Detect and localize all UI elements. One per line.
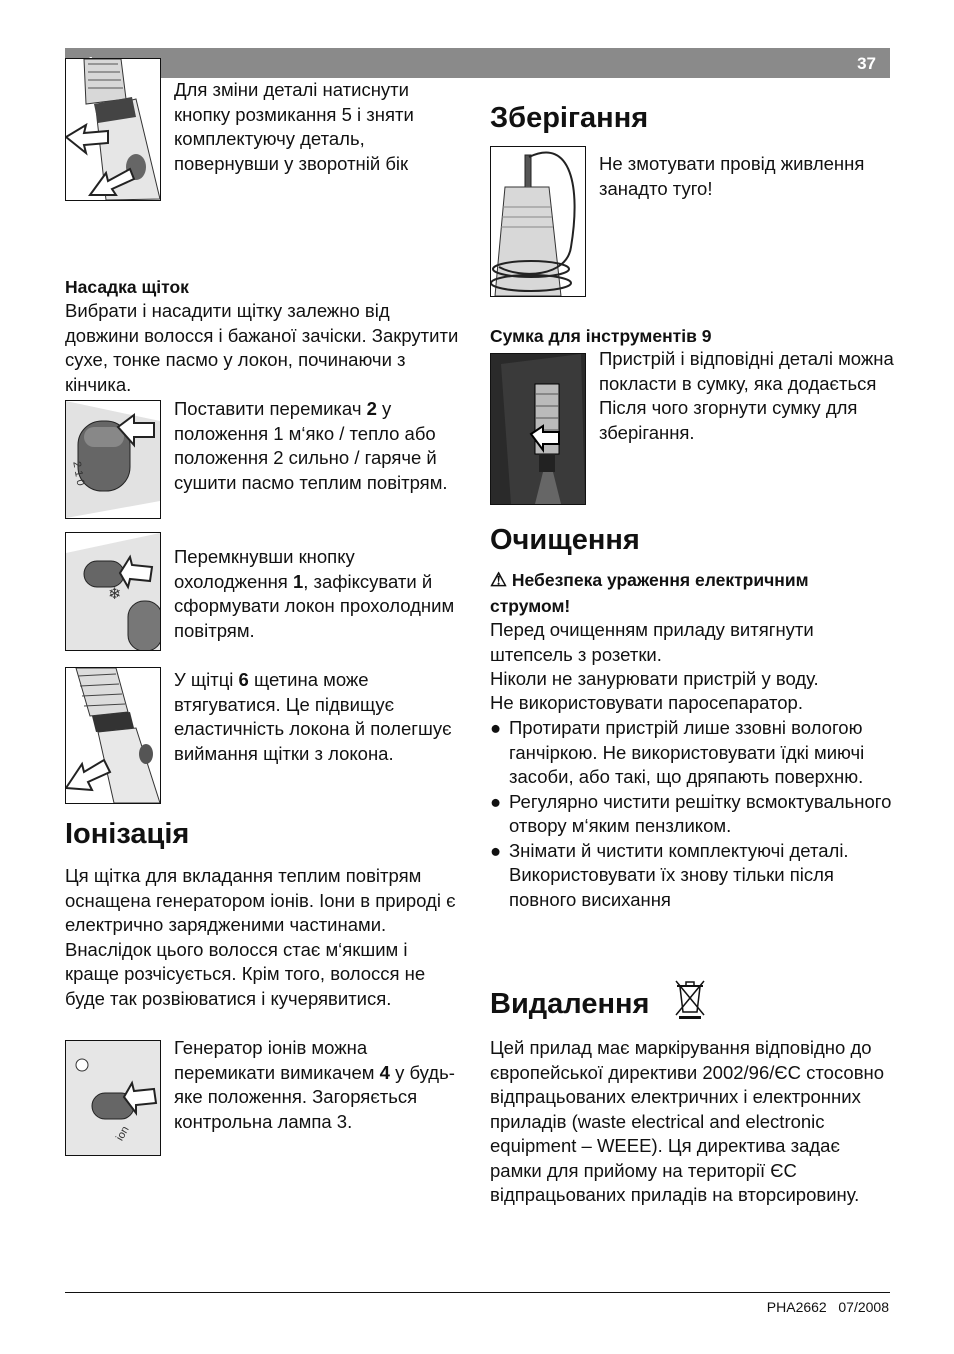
footer-divider xyxy=(65,1292,890,1293)
footer xyxy=(767,1299,889,1315)
ion-switch-instruction xyxy=(174,1036,464,1134)
cleaning-text-1: Перед очищенням приладу витягнути штепсель з розетки. xyxy=(490,619,814,665)
heat-switch-text-1: Поставити перемикач xyxy=(174,398,367,419)
cool-button-number: 1 xyxy=(292,570,304,592)
list-item-text: Протирати пристрій лише ззовні вологою ганчіркою. Не використовувати їдкі миючі засоби, або такі, що дряпають поверхню. xyxy=(509,717,865,787)
storage-heading: Зберігання xyxy=(490,102,649,134)
heat-switch-number: 2 xyxy=(366,398,377,419)
heat-switch-instruction xyxy=(174,397,464,495)
page-header xyxy=(65,48,890,78)
model-number: PHA2662 xyxy=(766,1299,827,1315)
svg-text:2 1 0: 2 1 0 xyxy=(70,460,87,487)
bristles-text-2: щетина може втягуватися. Це підвищує еластичність локона й полегшує виймання щітки з локона. xyxy=(174,669,452,764)
list-item-text: Знімати й чистити комплектуючі деталі. Використовувати їх знову тільки після повного висихання xyxy=(509,839,849,910)
cleaning-text-3: Не використовувати паросепаратор. xyxy=(490,692,803,713)
tool-bag-illustration xyxy=(490,353,586,505)
heat-switch-text-2: у положення 1 м‘яко / тепло або положення 2 сильно / гаряче й сушити пасмо теплим повітрям. xyxy=(174,398,448,493)
detach-instruction: Для зміни деталі натиснути кнопку розмикання 5 і зняти комплектуючу деталь, повернувши у зворотній бік xyxy=(174,79,414,174)
disposal-heading: Видалення xyxy=(490,988,650,1020)
cleaning-list xyxy=(490,716,895,912)
bullet-icon: ● xyxy=(490,839,502,861)
bullet-icon: ● xyxy=(490,717,502,738)
cleaning-text-2: Ніколи не занурювати пристрій у воду. xyxy=(490,668,819,689)
svg-text:ion: ion xyxy=(113,1124,132,1143)
cool-button-instruction xyxy=(174,545,464,643)
bullet-icon: ● xyxy=(490,790,502,812)
cool-button-text-2: , зафіксувати й сформувати локон прохолодним повітрям. xyxy=(174,570,455,641)
bag-heading: Сумка для інструментів 9 xyxy=(490,326,712,346)
bristles-number: 6 xyxy=(238,669,249,690)
page-number: 37 xyxy=(857,54,876,73)
storage-text: Не змотувати провід живлення занадто туго! xyxy=(599,153,865,199)
ion-switch-text-1: Генератор іонів можна перемикати вимикачем xyxy=(174,1037,380,1083)
heat-switch-illustration xyxy=(65,400,161,519)
ion-switch-illustration xyxy=(65,1040,161,1156)
ionization-heading: Іонізація xyxy=(65,818,190,850)
svg-text:❄: ❄ xyxy=(108,584,122,603)
electric-shock-warning xyxy=(490,568,890,618)
detach-attachment-illustration xyxy=(65,58,161,201)
warning-icon: ⚠ xyxy=(490,570,508,591)
list-item xyxy=(490,716,895,790)
weee-bin-icon xyxy=(673,977,707,1019)
cleaning-heading: Очищення xyxy=(490,524,640,556)
bristles-instruction xyxy=(174,668,464,766)
retractable-bristles-illustration xyxy=(65,667,161,804)
list-item xyxy=(490,790,895,839)
warning-text: Небезпека ураження електричним струмом! xyxy=(490,570,809,616)
bag-text: Пристрій і відповідні деталі можна покласти в сумку, яка додається Після чого згорнути сумку для зберігання. xyxy=(599,348,894,443)
brush-section-title: Насадка щіток xyxy=(65,277,189,297)
list-item-text: Регулярно чистити решітку всмоктувального отвору м‘яким пензликом. xyxy=(509,790,892,836)
cool-button-text-1: Перемкнувши кнопку охолодження xyxy=(174,546,355,592)
cord-storage-illustration xyxy=(490,146,586,297)
cool-button-illustration xyxy=(65,532,161,651)
ionization-text: Ця щітка для вкладання теплим повітрям оснащена генератором іонів. Іони в природі є електрично зарядженими частинами. Внаслідок цього волосся стає м‘якшим і краще розчісується. Крім того, волосся не буде так розвіюватися і кучерявитися. xyxy=(65,865,456,1009)
bristles-text-1: У щітці xyxy=(174,669,239,690)
disposal-text: Цей прилад має маркірування відповідно до європейської директиви 2002/96/ЄС стосовно відпрацьованих електричних і електронних приладів (waste electrical and electronic equipment – WEEE). Ця директива задає рамки для прийому на території ЄС відпрацьованих приладів на вторсировину. xyxy=(490,1037,885,1205)
ion-switch-text-2: у будь-яке положення. Загоряється контрольна лампа 3. xyxy=(174,1061,455,1132)
ion-switch-number: 4 xyxy=(379,1061,390,1083)
brush-section-text: Вибрати і насадити щітку залежно від довжини волосся і бажаної зачіски. Закрутити сухе, тонке пасмо у локон, починаючи з кінчика. xyxy=(65,300,459,395)
list-item xyxy=(490,839,895,913)
print-date: 07/2008 xyxy=(838,1299,889,1315)
